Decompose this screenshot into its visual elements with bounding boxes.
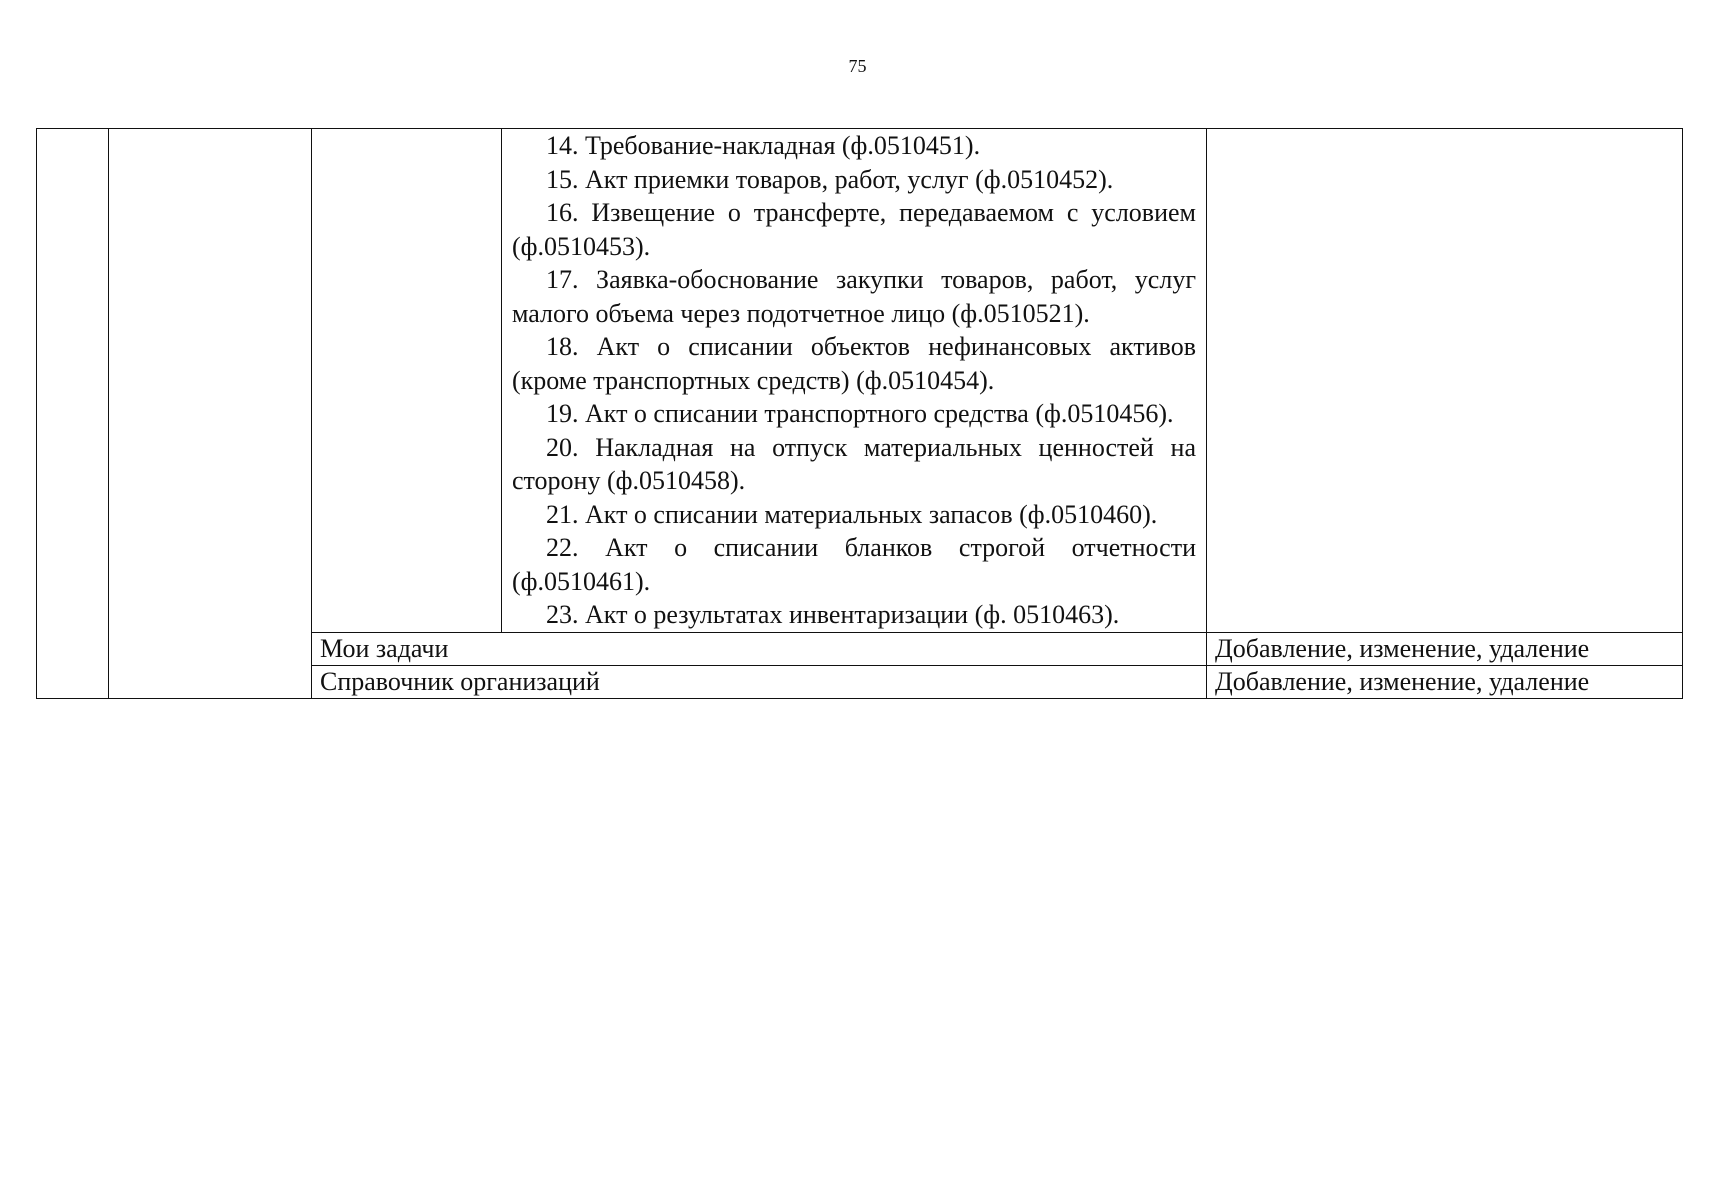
page-number: 75 — [848, 56, 867, 76]
list-item: 21. Акт о списании материальных запасов (ф.0510460). — [546, 499, 1158, 529]
document-table — [36, 128, 1683, 699]
list-item: 16. Извещение о трансферте, передаваемом с условием (ф.0510453). — [512, 198, 1196, 261]
list-item: 22. Акт о списании бланков строгой отчетности (ф.0510461). — [512, 533, 1196, 596]
row-action-cell: Добавление, изменение, удаление — [1207, 665, 1683, 698]
column-2-cell — [109, 129, 312, 699]
row-name-cell: Мои задачи — [312, 632, 1207, 665]
table-row — [37, 129, 1683, 633]
column-1-cell — [37, 129, 109, 699]
list-item: 14. Требование-накладная (ф.0510451). — [546, 131, 981, 160]
document-list-cell — [502, 129, 1207, 633]
list-item: 18. Акт о списании объектов нефинансовых активов (кроме транспортных средств) (ф.0510454). — [512, 332, 1196, 395]
column-5-cell — [1207, 129, 1683, 633]
row-action-cell: Добавление, изменение, удаление — [1207, 632, 1683, 665]
list-item: 19. Акт о списании транспортного средства (ф.0510456). — [546, 399, 1174, 428]
list-item: 17. Заявка-обоснование закупки товаров, работ, услуг малого объема через подотчетное лицо (ф.0510521). — [512, 265, 1196, 328]
column-3-cell — [312, 129, 502, 633]
list-item: 23. Акт о результатах инвентаризации (ф. 0510463). — [546, 600, 1120, 629]
list-item: 15. Акт приемки товаров, работ, услуг (ф.0510452). — [546, 164, 1114, 194]
list-item: 20. Накладная на отпуск материальных ценностей на сторону (ф.0510458). — [512, 432, 1196, 495]
row-name-cell: Справочник организаций — [312, 665, 1207, 698]
document-list — [502, 129, 1206, 632]
